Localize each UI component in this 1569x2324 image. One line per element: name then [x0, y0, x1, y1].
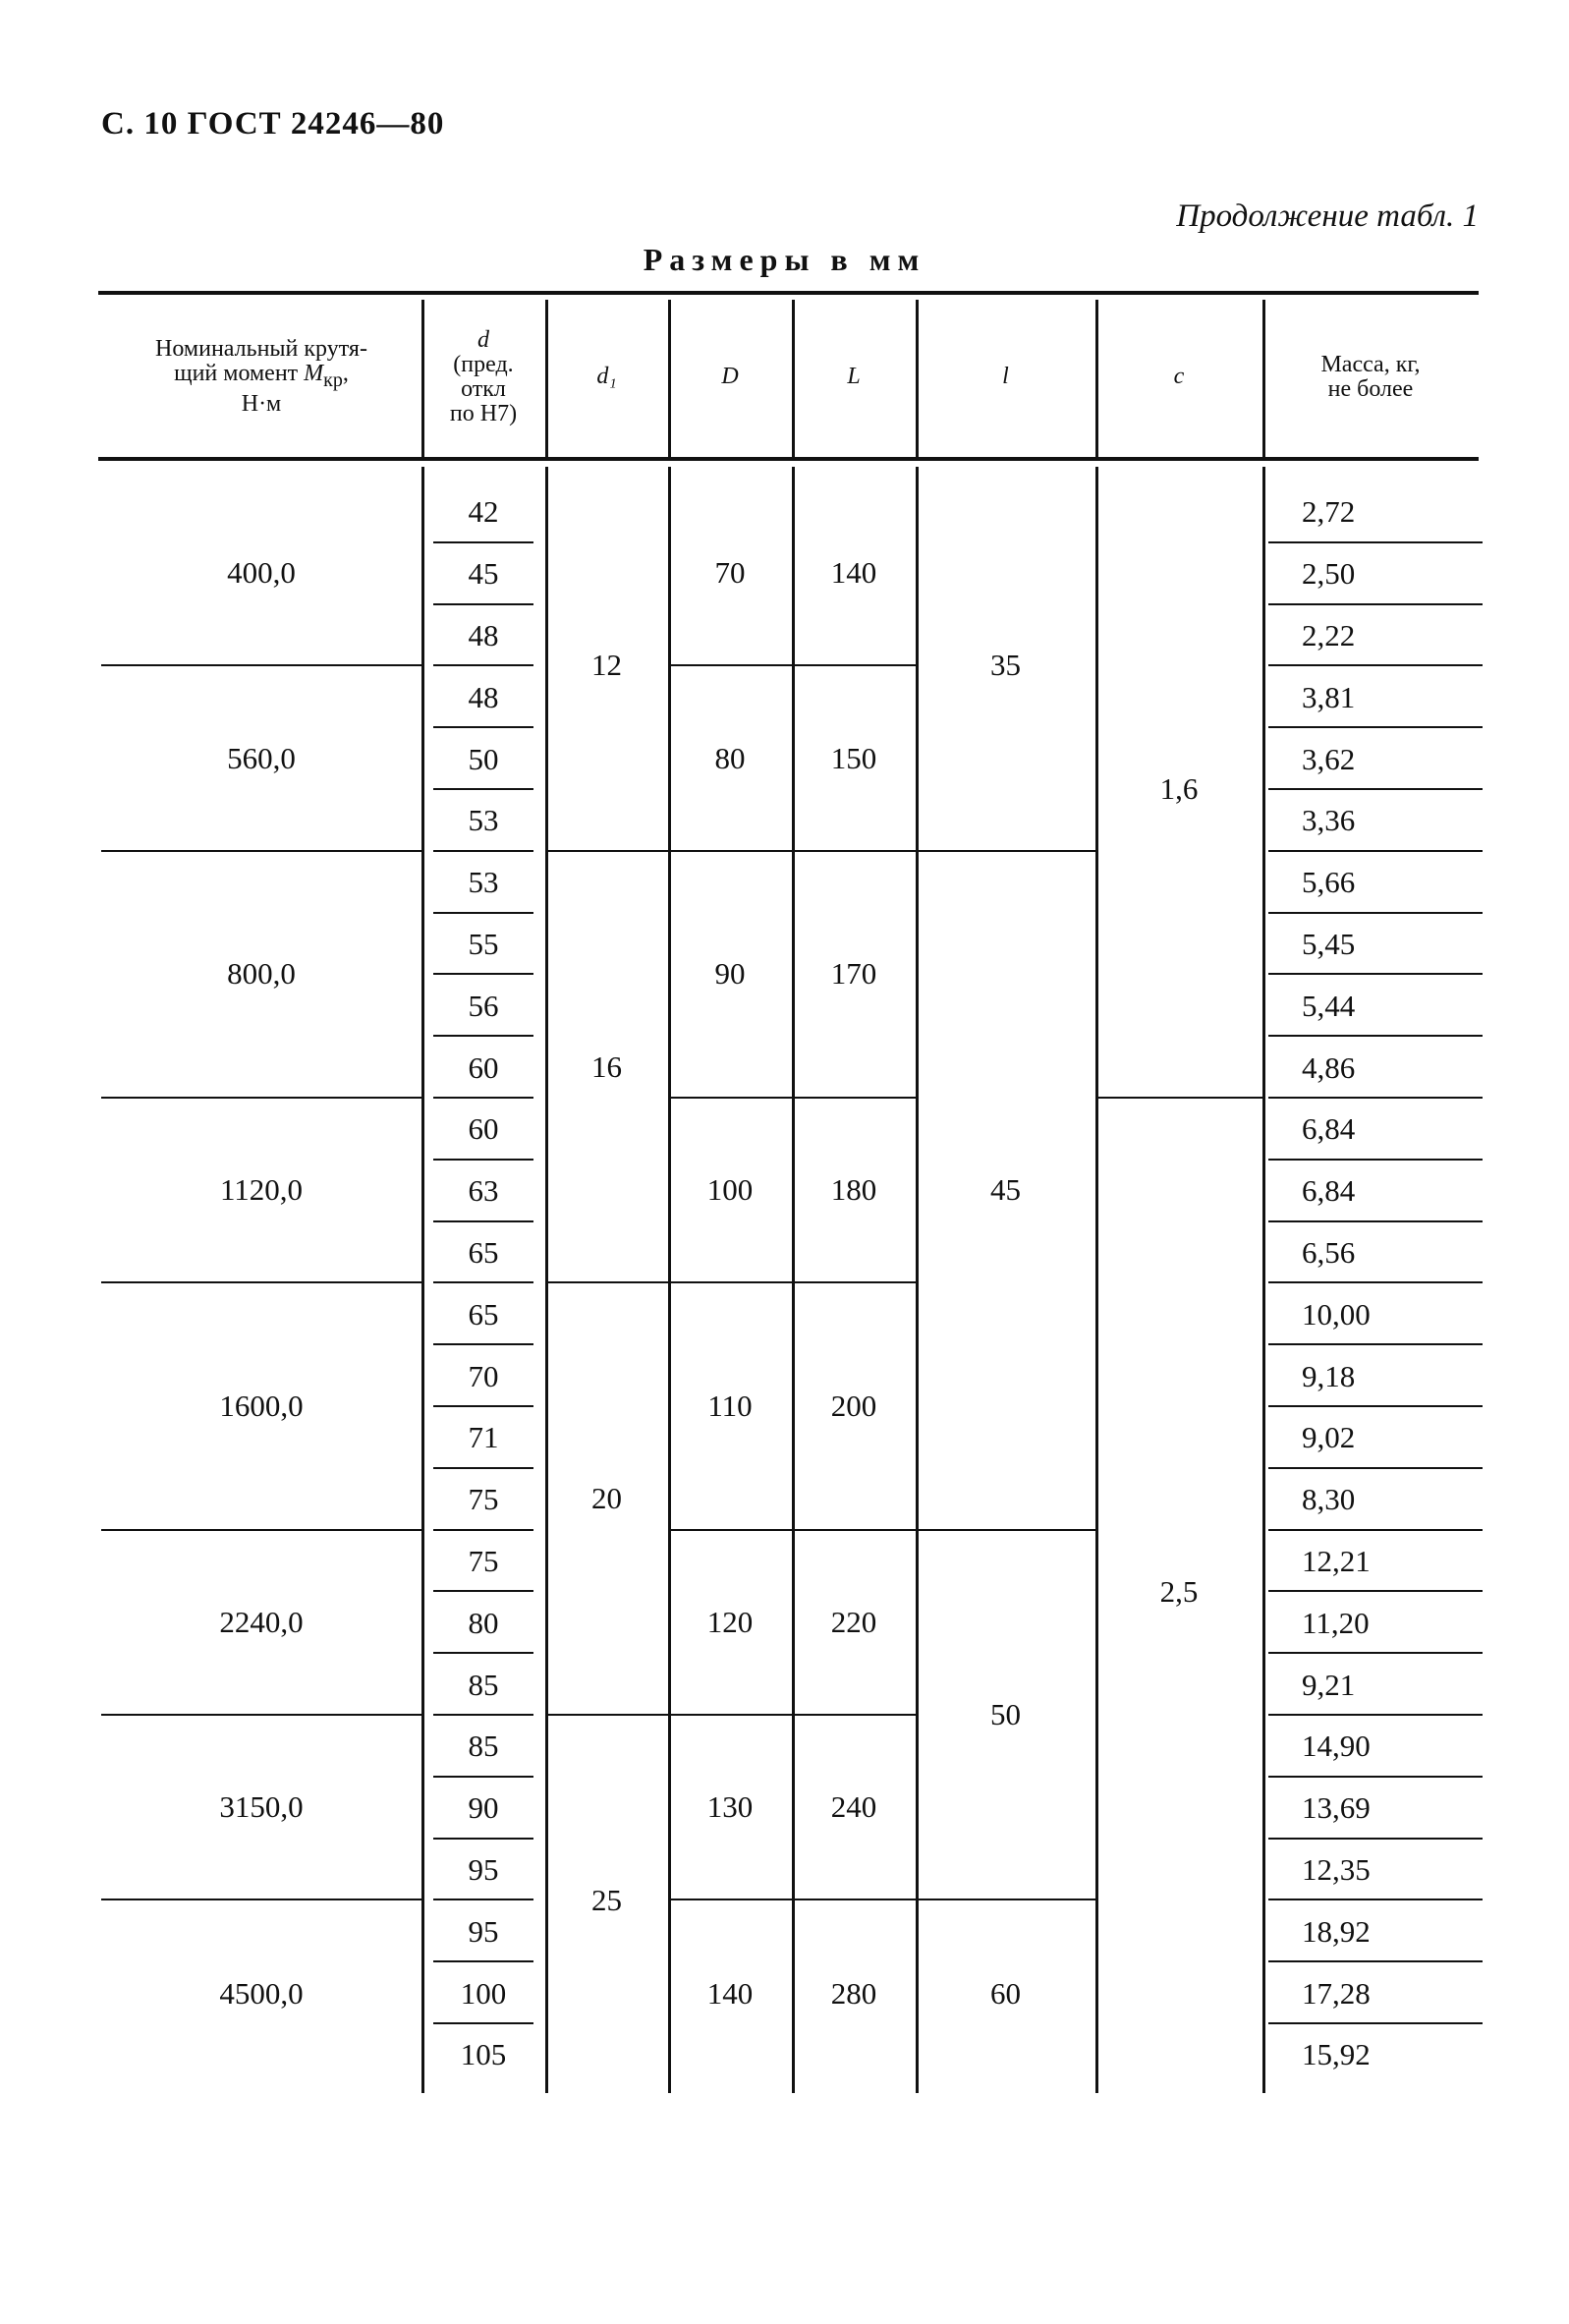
units-caption: Размеры в мм: [643, 242, 926, 277]
header-c: c: [1173, 364, 1185, 389]
column-divider: [668, 467, 671, 2093]
table-continuation-label: Продолжение табл. 1: [1176, 198, 1479, 234]
torque-cell: 1120,0: [101, 1099, 421, 1283]
L-cell: 170: [792, 852, 916, 1099]
page-header: С. 10 ГОСТ 24246—80: [101, 106, 445, 142]
torque-cell: 800,0: [101, 852, 421, 1099]
mass-cell: 3,81: [1262, 666, 1479, 728]
d-cell: 53: [421, 852, 545, 914]
column-divider: [668, 300, 671, 457]
D-cell: 100: [668, 1099, 792, 1283]
L-cell: 200: [792, 1283, 916, 1530]
mass-cell: 9,21: [1262, 1654, 1479, 1716]
dimensions-table: [101, 482, 1479, 2086]
header-bottom-rule: [98, 457, 1479, 461]
mass-cell: 17,28: [1262, 1962, 1479, 2024]
mass-cell: 3,36: [1262, 790, 1479, 852]
d-cell: 85: [421, 1654, 545, 1716]
D-cell: 120: [668, 1531, 792, 1716]
header-L: L: [847, 364, 861, 389]
d-cell: 100: [421, 1962, 545, 2024]
mass-cell: 8,30: [1262, 1469, 1479, 1531]
L-cell: 280: [830, 1975, 877, 2011]
D-cell: 80: [668, 666, 792, 851]
d-cell: 75: [421, 1531, 545, 1593]
table-header: [101, 297, 1479, 457]
d-cell: 53: [421, 790, 545, 852]
d-cell: 50: [421, 728, 545, 790]
d-cell: 48: [421, 605, 545, 667]
mass-cell: 5,45: [1262, 914, 1479, 976]
l-cell: 35: [916, 482, 1095, 852]
torque-cell: 2240,0: [101, 1531, 421, 1716]
d-cell: 80: [421, 1592, 545, 1654]
column-divider: [1095, 300, 1098, 457]
mass-cell: 2,72: [1262, 482, 1479, 543]
d-cell: 95: [421, 1840, 545, 1901]
mass-cell: 11,20: [1262, 1592, 1479, 1654]
mass-cell: 6,84: [1262, 1161, 1479, 1222]
mass-cell: 9,18: [1262, 1345, 1479, 1407]
header-d1: d₁: [596, 364, 617, 389]
D-cell: 130: [668, 1716, 792, 1900]
column-divider: [1095, 467, 1098, 2093]
d-cell: 45: [421, 543, 545, 605]
D-cell: 70: [668, 482, 792, 666]
mass-cell: 12,35: [1262, 1840, 1479, 1901]
torque-cell: 4500,0: [219, 1975, 304, 2011]
mass-cell: 6,84: [1262, 1099, 1479, 1161]
d1-cell: 12: [545, 482, 668, 852]
torque-cell: 400,0: [101, 482, 421, 666]
header-D: D: [721, 364, 739, 389]
mass-cell: 2,50: [1262, 543, 1479, 605]
header-mass: Масса, кг, не более: [1320, 351, 1421, 402]
d-cell: 71: [421, 1407, 545, 1469]
d-cell: 63: [421, 1161, 545, 1222]
d-cell: 60: [421, 1037, 545, 1099]
d1-cell: 20: [545, 1283, 668, 1716]
header-torque: Номинальный крутя- щий момент $M_{кр}$, Н·м: [155, 335, 367, 418]
column-divider: [545, 467, 548, 2093]
L-cell: 150: [792, 666, 916, 851]
d-cell: 90: [421, 1778, 545, 1840]
mass-cell: 14,90: [1262, 1716, 1479, 1778]
column-divider: [916, 300, 919, 457]
mass-cell: 2,22: [1262, 605, 1479, 667]
D-cell: 140: [706, 1975, 754, 2011]
d-cell: 65: [421, 1222, 545, 1284]
mass-cell: 12,21: [1262, 1531, 1479, 1593]
D-cell: 90: [668, 852, 792, 1099]
table-top-rule: [98, 291, 1479, 295]
D-cell: 110: [668, 1283, 792, 1530]
d-cell: 75: [421, 1469, 545, 1531]
column-divider: [792, 300, 795, 457]
mass-cell: 18,92: [1262, 1900, 1479, 1962]
d-cell: 60: [421, 1099, 545, 1161]
d-cell: 48: [421, 666, 545, 728]
column-divider: [792, 467, 795, 2093]
header-l: l: [1002, 364, 1009, 389]
mass-cell: 5,44: [1262, 975, 1479, 1037]
column-divider: [421, 467, 424, 2093]
mass-cell: 9,02: [1262, 1407, 1479, 1469]
d-cell: 65: [421, 1283, 545, 1345]
column-divider: [1262, 300, 1265, 457]
mass-cell: 3,62: [1262, 728, 1479, 790]
d1-cell: 25: [591, 1883, 622, 1918]
d-cell: 56: [421, 975, 545, 1037]
column-divider: [1262, 467, 1265, 2093]
L-cell: 220: [792, 1531, 916, 1716]
mass-cell: 4,86: [1262, 1037, 1479, 1099]
mass-cell: 5,66: [1262, 852, 1479, 914]
L-cell: 240: [792, 1716, 916, 1900]
torque-cell: 1600,0: [101, 1283, 421, 1530]
torque-cell: 560,0: [101, 666, 421, 851]
c-cell: 2,5: [1159, 1574, 1199, 1610]
d1-cell: 16: [545, 852, 668, 1284]
mass-cell: 6,56: [1262, 1222, 1479, 1284]
column-divider: [916, 467, 919, 2093]
d-cell: 70: [421, 1345, 545, 1407]
d-cell: 55: [421, 914, 545, 976]
l-cell: 45: [916, 852, 1095, 1531]
mass-cell: 15,92: [1302, 2037, 1371, 2072]
L-cell: 140: [792, 482, 916, 666]
d-cell: 95: [421, 1900, 545, 1962]
header-d: d (пред. откл по Н7): [449, 326, 518, 426]
l-cell: 60: [990, 1975, 1021, 2011]
mass-cell: 10,00: [1262, 1283, 1479, 1345]
column-divider: [545, 300, 548, 457]
d-cell: 85: [421, 1716, 545, 1778]
L-cell: 180: [792, 1099, 916, 1283]
torque-cell: 3150,0: [101, 1716, 421, 1900]
column-divider: [421, 300, 424, 457]
mass-cell: 13,69: [1262, 1778, 1479, 1840]
d-cell: 105: [460, 2037, 507, 2072]
d-cell: 42: [421, 482, 545, 543]
c-cell: 1,6: [1095, 482, 1262, 1099]
l-cell: 50: [916, 1531, 1095, 1901]
